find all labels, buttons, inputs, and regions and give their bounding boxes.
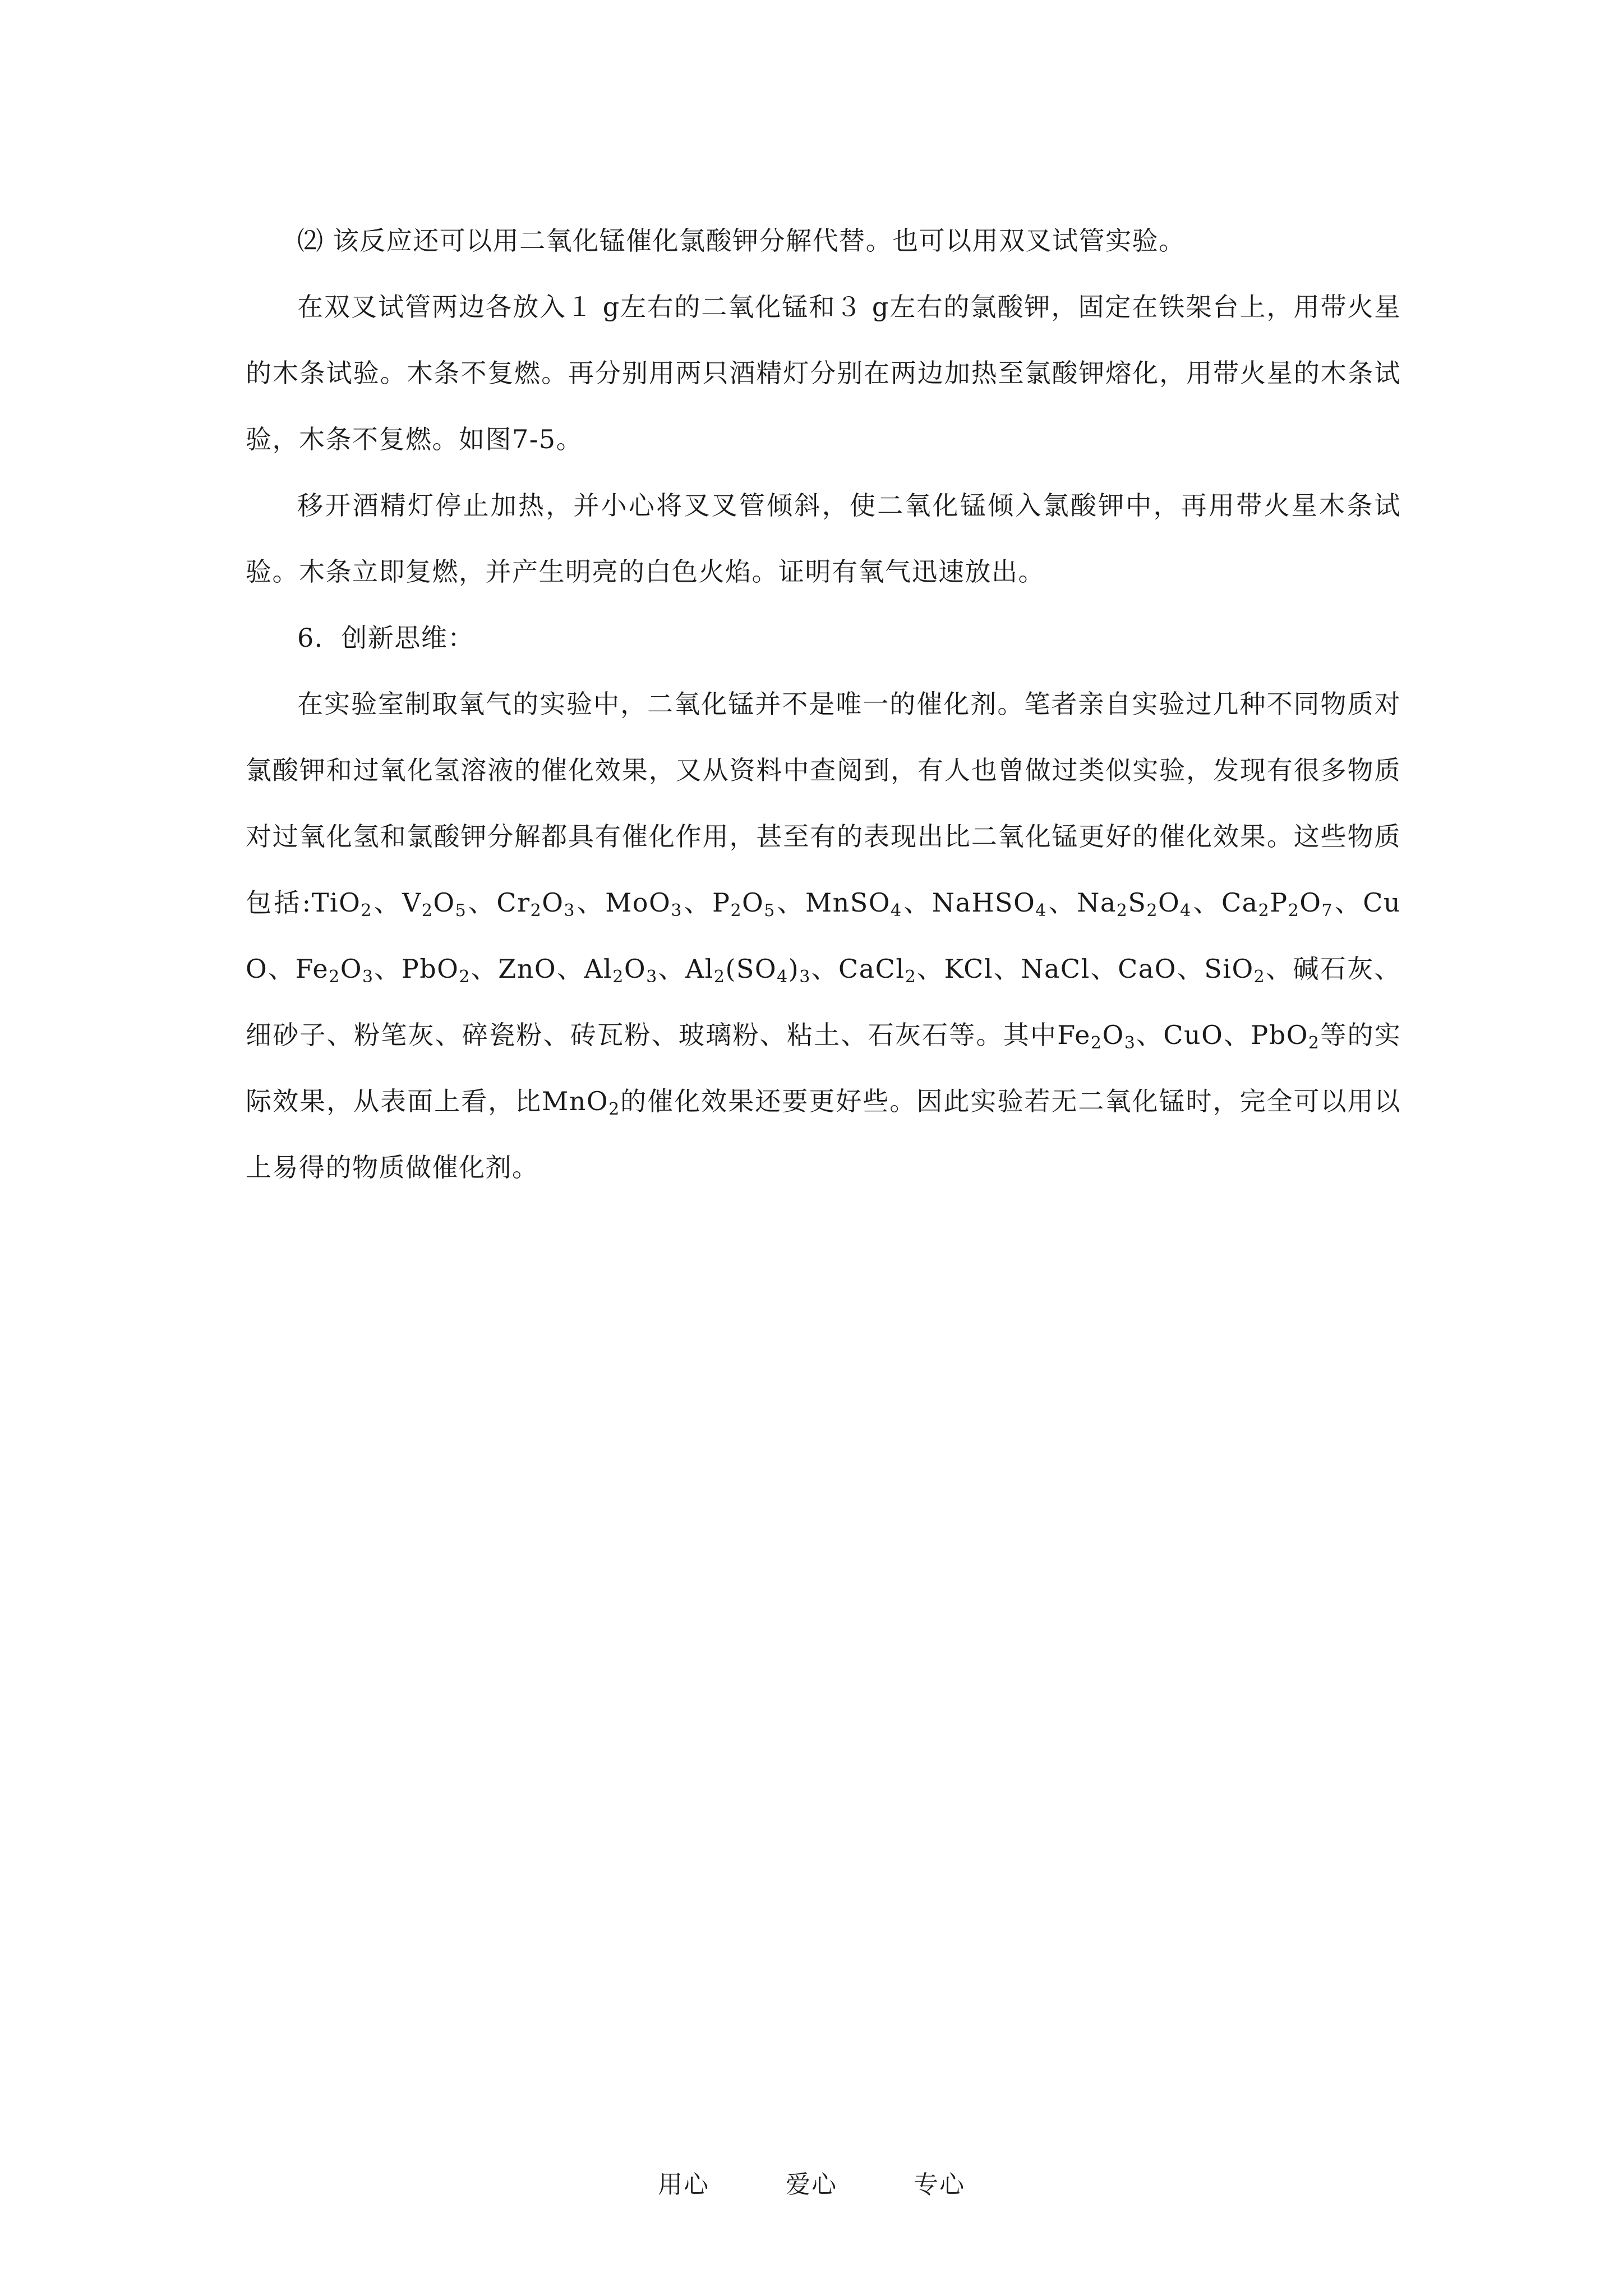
chemical-formula: CuO (1163, 1020, 1224, 1050)
substance-item: 玻璃粉 (678, 1020, 760, 1050)
paragraph-catalysts-intro: 在实验室制取氧气的实验中，二氧化锰并不是唯一的催化剂。笔者亲自实验过几种不同物质对氯酸钾和过氧化氢溶液的催化效果，又从资料中查阅到，有人也曾做过类似实验，发现有很多物质对过氧化氢和氯酸钾分解都具有催化作用，甚至有的表现出比二氧化锰更好的催化效果。这些物质包括: (246, 689, 1401, 918)
section-heading-6: 6．创新思维： (297, 623, 474, 653)
chemical-formula: $Cr_2O_3$ (496, 887, 575, 921)
chemical-formula: NaCl (1021, 954, 1090, 984)
chemical-formula: $Fe_2O_3$ (295, 954, 374, 987)
chemical-formula: $V_2O_5$ (402, 887, 467, 921)
chemical-formula: $Al_2(SO_4)_3$ (685, 954, 811, 987)
chemical-formula: CaO (1118, 954, 1177, 984)
chemical-formula: SiO$_2$ (1204, 954, 1266, 987)
substance-item: 碎瓷粉 (462, 1020, 543, 1050)
chemical-formula: KCl (944, 954, 993, 984)
substance-item: 碱石灰 (1293, 954, 1375, 984)
chemical-formula: MnO$_2$ (542, 1086, 620, 1119)
page-footer (0, 2164, 1623, 2200)
chemical-formula: $Na_2S_2O_4$ (1077, 887, 1192, 921)
substance-item: 细砂子 (246, 1020, 327, 1050)
paragraph-2: 在双叉试管两边各放入１ g左右的二氧化锰和３ g左右的氯酸钾，固定在铁架台上，用带火星的木条试验。木条不复燃。再分别用两只酒精灯分别在两边加热至氯酸钾熔化，用带火星的木条试验，木条不复燃。如图7-5。 (246, 292, 1401, 454)
chemical-formula: MnSO$_4$ (805, 887, 902, 921)
paragraph-1: ⑵ 该反应还可以用二氧化锰催化氯酸钾分解代替。也可以用双叉试管实验。 (297, 226, 1186, 256)
substance-list: TiO$_2$、$V_2O_5$、$Cr_2O_3$、MoO$_3$、$P_2O_5$、MnSO$_4$、NaHSO$_4$、$Na_2S_2O_4$、$Ca_2P_2O_7$、CuO、$Fe_2O_3$、PbO$_2$、ZnO、$Al_2O_3$、$Al_2(SO_4)_3$、CaCl$_2$、KCl、NaCl、CaO、SiO$_2$、碱石灰、细砂子、粉笔灰、碎瓷粉、砖瓦粉、玻璃粉、粘土、石灰石等 (246, 887, 1401, 1050)
substance-item: 砖瓦粉 (570, 1020, 652, 1050)
substance-item: 粘土 (786, 1020, 841, 1050)
chemical-formula: $Ca_2P_2O_7$ (1221, 887, 1334, 921)
paragraph-catalysts-ending: 。其中$Fe_2O_3$、CuO、PbO$_2$等的实际效果，从表面上看，比MnO$_2$的催化效果还要更好些。因此实验若无二氧化锰时，完全可以用以上易得的物质做催化剂。 (246, 1020, 1401, 1182)
chemical-formula: CaCl$_2$ (838, 954, 917, 987)
substance-item: 粉笔灰 (353, 1020, 435, 1050)
paragraph-catalysts (246, 671, 1401, 1200)
chemical-formula: TiO$_2$ (311, 887, 372, 921)
chemical-formula: CuO (246, 887, 1401, 984)
footer-item: 爱心 (786, 2170, 837, 2199)
chemical-formula: ZnO (498, 954, 557, 984)
footer-item: 专心 (914, 2170, 965, 2199)
chemical-formula: $Al_2O_3$ (584, 954, 658, 987)
substance-item: 石灰石等 (868, 1020, 976, 1050)
chemical-formula: PbO$_2$ (1251, 1020, 1320, 1053)
document-body (246, 208, 1401, 1200)
chemical-formula: MoO$_3$ (605, 887, 683, 921)
chemical-formula: PbO$_2$ (401, 954, 471, 987)
chemical-formula: $P_2O_5$ (712, 887, 776, 921)
chemical-formula: NaHSO$_4$ (932, 887, 1047, 921)
footer-item: 用心 (658, 2170, 709, 2199)
chemical-formula: $Fe_2O_3$ (1057, 1020, 1136, 1053)
paragraph-3: 移开酒精灯停止加热，并小心将叉叉管倾斜，使二氧化锰倾入氯酸钾中，再用带火星木条试验。木条立即复燃，并产生明亮的白色火焰。证明有氧气迅速放出。 (246, 490, 1401, 587)
